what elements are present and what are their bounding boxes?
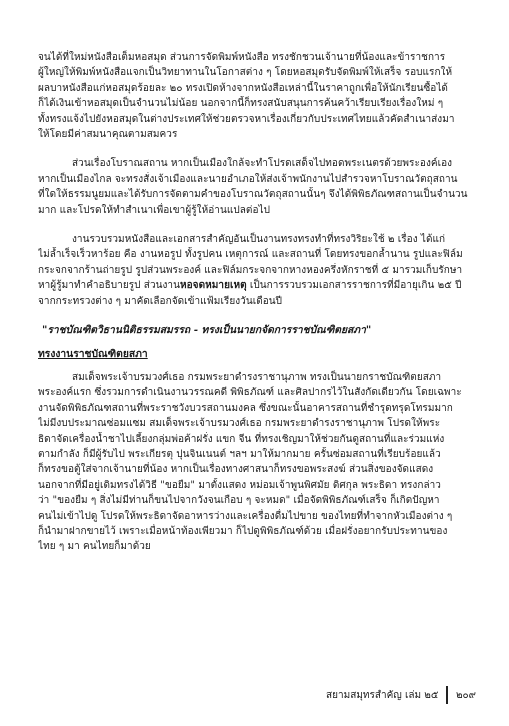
text-line: ธิดาจัดเครื่องน้ำชาไปเลี้ยงกลุ่มพ่อค้าฝรั่ง แขก จีน ที่ทรงเชิญมาให้ช่วยกันดูสถานที่และร่วมแห่ง (38, 433, 445, 445)
paragraph-gap (38, 218, 473, 232)
paragraph-4 (38, 370, 473, 555)
text-line: งานรวบรวมหนังสือและเอกสารสำคัญอันเป็นงานทรงทรงทำที่ทรงวิริยะใช้ ๒ เรื่อง ได้แก่ (72, 234, 446, 246)
text-line: ก็ได้เงินเข้าหอสมุดเป็นจำนวนไม่น้อย นอกจากนี้ก็ทรงสนับสนุนการค้นคว้าเรียบเรียงเรื่องใหม่ ๆ (38, 98, 444, 110)
text-line: ที่ใดให้ธรรมนูยมและได้รับการจัดตามคำของโบราณวัตถุสถานนั้นๆ จึงได้พิพิธภัณฑสถานเป็นจำนวน (38, 189, 468, 201)
text-line: ก็ทรงขอตู้ใส่จากเจ้านายที่น้อง หากเป็นเรื่องทางศาสนาก็ทรงขอพระสงฆ์ ส่วนสิ่งของจัดแสดง (38, 464, 434, 476)
text-line: ก็นำมาฝากขายไว้ เพราะเมื่อหน้าท้องเพียวมา ก็ไปดูพิพิธภัณฑ์ด้วย เมื่อฝรั่งอยากรับประทานของ (38, 525, 448, 537)
text-line: ผู้ใหญ่ให้พิมพ์หนังสือแจกเป็นวิทยาทานในโอกาสต่าง ๆ โดยหอสมุดรับจัดพิมพ์ให้เสร็จ รอบแรกให้ (38, 67, 453, 79)
paragraph-gap (38, 362, 473, 370)
section-heading: "ราชบัณฑิตวิธานนิติธรรมสมรรถ - ทรงเป็นนายกจัดการราชบัณฑิตยสภา" (42, 324, 372, 337)
paragraph-gap (38, 339, 473, 347)
text-line: ทั้งทรงแจ้งไปยังหอสมุดในต่างประเทศให้ช่วยตรวจหาเรื่องเกี่ยวกับประเทศไทยแล้วคัดสำเนาส่งมา (38, 113, 455, 125)
text-line: มาก และโปรดให้ทำสำเนาเพื่อเขาผู้รู้ให้อ่านแปลต่อไป (38, 204, 270, 216)
text-run: ทั้งรูปคน เหตุการณ์ และสถานที่ โดยทรงขอกล้ำนาน รูปและฟิล์ม (181, 249, 463, 261)
text-line: ตามกำลัง ก็มีผู้รับไป พระเกียรตุ ปุนจินเนนต์ ฯลฯ มาให้มากมาย ครั้นซ่อมสถานที่เรียบร้อยแล้ว (38, 448, 441, 460)
paragraph-2 (38, 156, 473, 218)
text-line: หากเป็นเมืองไกล จะทรงสั่งเจ้าเมืองและนายอำเภอให้ส่งเจ้าพนักงานไปสำรวจหาโบราณวัตถุสถาน (38, 173, 458, 185)
paragraph-3 (38, 232, 473, 309)
page-footer (296, 684, 476, 706)
subsection-heading: ทรงงานราชบัณฑิตยสภา (38, 347, 148, 360)
text-line: นอกจากที่มีอยู่เดิมทรงได้วิธี "ขอยืม" มาตั้งแสดง หม่อมเจ้าพูนพิศมัย ดิศกุล พระธิดา ทรงกล่าว (38, 479, 441, 491)
text-run: เป็นการรวบรวมเอกสารราชการที่มีอายุเกิน ๒๕ ปี (246, 280, 462, 292)
text-line: ให้โดยมีค่าสมนาคุณตามสมควร (38, 129, 178, 141)
text-line (38, 278, 473, 293)
page-number: ๒๐๙ (455, 689, 476, 701)
paragraph-gap (38, 309, 473, 323)
text-line: กระจกจากร้านถ่ายรูป รูปส่วนพระองค์ และฟิล์มกระจกจากหางหองครึ่งหักราชที่ ๕ มารวมเก็บรักษา (38, 264, 463, 276)
text-line: จากกระทรวงต่าง ๆ มาคัดเลือกจัดเข้าแฟ้มเรียงวันเดือนปี (38, 295, 283, 307)
bold-term: หอจดหมายเหตุ (179, 280, 247, 292)
text-line: ไทย ๆ มา คนไทยก็มาด้วย (38, 541, 151, 553)
text-line: จนได้ที่ใหม่หนังสือเต็มหอสมุด ส่วนการจัดพิมพ์หนังสือ ทรงชักชวนเจ้านายที่น้องและข้าราชการ (38, 52, 446, 63)
text-line: พระองค์แรก ซึ่งรวมการดำเนินงานวรรณคดี พิพิธภัณฑ์ และศิลปากรไว้ในสังกัดเดียวกัน โดยเฉพาะ (38, 387, 462, 399)
body-text (38, 50, 473, 555)
text-line: สมเด็จพระเจ้าบรมวงศ์เธอ กรมพระยาดำรงราชานุภาพ ทรงเป็นนายกราชบัณฑิตยสภา (72, 371, 442, 383)
text-run: ไม่ล้ำเร็จเร็วหาร้อย คือ งานหอรูป (38, 249, 182, 261)
text-line: ว่า "ของยืม ๆ สิ่งไม่มีท่านก็ขนไปจากวังจนเกือบ ๆ จะหมด" เมื่อจัดพิพิธภัณฑ์เสร็จ ก็เกิดปัญหา (38, 495, 440, 507)
footer-divider (446, 686, 448, 704)
paragraph-1 (38, 50, 473, 142)
text-line: ไม่มีงบประมาณซ่อมแซม สมเด็จพระเจ้าบรมวงศ์เธอ กรมพระยาดำรงราชานุภาพ โปรดให้พระ (38, 418, 441, 430)
text-run: หาผู้รู้มาทำคำอธิบายรูป ส่วนงาน (38, 280, 180, 292)
text-line: ส่วนเรื่องโบราณสถาน หากเป็นเมืองใกล้จะทำโปรดเสด็จไปทอดพระเนตรด้วยพระองค์เอง (72, 158, 453, 170)
text-line: งานจัดพิพิธภัณฑสถานที่พระราชวังบวรสถานมงคล ซึ่งขณะนั้นอาคารสถานที่ชำรุดทรุดโทรมมาก (38, 402, 453, 414)
text-line: คนไม่เข้าไปดู โปรดให้พระธิดาจัดอาหารว่างและเครื่องดื่มไปขาย ของไทยที่ทำจากหัวเมืองต่าง ๆ (38, 510, 453, 522)
footer-title: สยามสมุทรสำคัญ เล่ม ๒๕ (326, 689, 439, 701)
paragraph-gap (38, 142, 473, 156)
text-line (38, 247, 473, 262)
text-line: ผลบาหนังสือแก่หอสมุดร้อยละ ๒๐ ทรงเปิดห้างจากหนังสือเหล่านี้ในราคาถูกเพื่อให้นักเรียนซื้อได้ (38, 82, 448, 94)
